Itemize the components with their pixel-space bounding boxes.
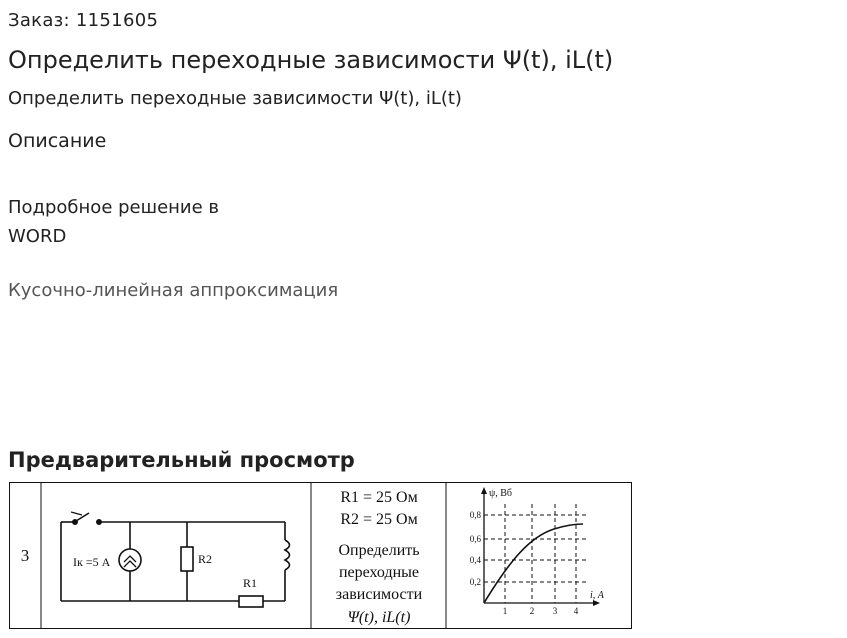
y-tick-label: 0,8	[469, 510, 481, 520]
y-axis-arrow-icon	[481, 487, 487, 494]
y-tick-label: 0,2	[469, 577, 481, 587]
x-tick-label: 2	[529, 606, 535, 616]
current-source-icon	[119, 549, 141, 571]
y-tick-label: 0,4	[469, 555, 481, 565]
y-tick-label: 0,6	[469, 534, 481, 544]
description-note: Кусочно-линейная аппроксимация	[8, 280, 339, 301]
grid-lines	[484, 504, 589, 603]
r1-label: R1	[243, 576, 258, 590]
r2-label: R2	[198, 552, 213, 566]
curve	[484, 524, 583, 603]
preview-heading: Предварительный просмотр	[8, 448, 355, 472]
page-subtitle: Определить переходные зависимости Ψ(t), iL(t)	[8, 88, 462, 109]
preview-image	[9, 482, 633, 630]
task-line-1: Определить	[338, 542, 420, 559]
source-label: Iк =5 А	[73, 555, 111, 569]
task-line-2: переходные	[338, 564, 420, 581]
row-number: 3	[20, 546, 30, 565]
resistor-r1-icon	[239, 596, 263, 607]
y-axis-label: ψ, Вб	[489, 488, 513, 499]
task-line-4: Ψ(t), iL(t)	[347, 609, 411, 626]
x-tick-label: 1	[502, 606, 508, 616]
x-axis-label: i, А	[590, 590, 604, 601]
magnetization-graph	[470, 487, 605, 616]
task-line-3: зависимости	[335, 586, 423, 603]
preview-table	[9, 482, 633, 630]
param-r2: R2 = 25 Ом	[340, 511, 418, 528]
param-r1: R1 = 25 Ом	[340, 489, 418, 506]
page-title: Определить переходные зависимости Ψ(t), iL(t)	[8, 46, 614, 74]
inductor-icon	[285, 540, 290, 570]
description-text: Подробное решение в WORD	[8, 197, 220, 247]
order-number: Заказ: 1151605	[8, 10, 159, 31]
x-tick-label: 4	[573, 606, 579, 616]
resistor-r2-icon	[181, 547, 193, 571]
x-tick-label: 3	[552, 606, 558, 616]
description-heading: Описание	[8, 130, 107, 152]
